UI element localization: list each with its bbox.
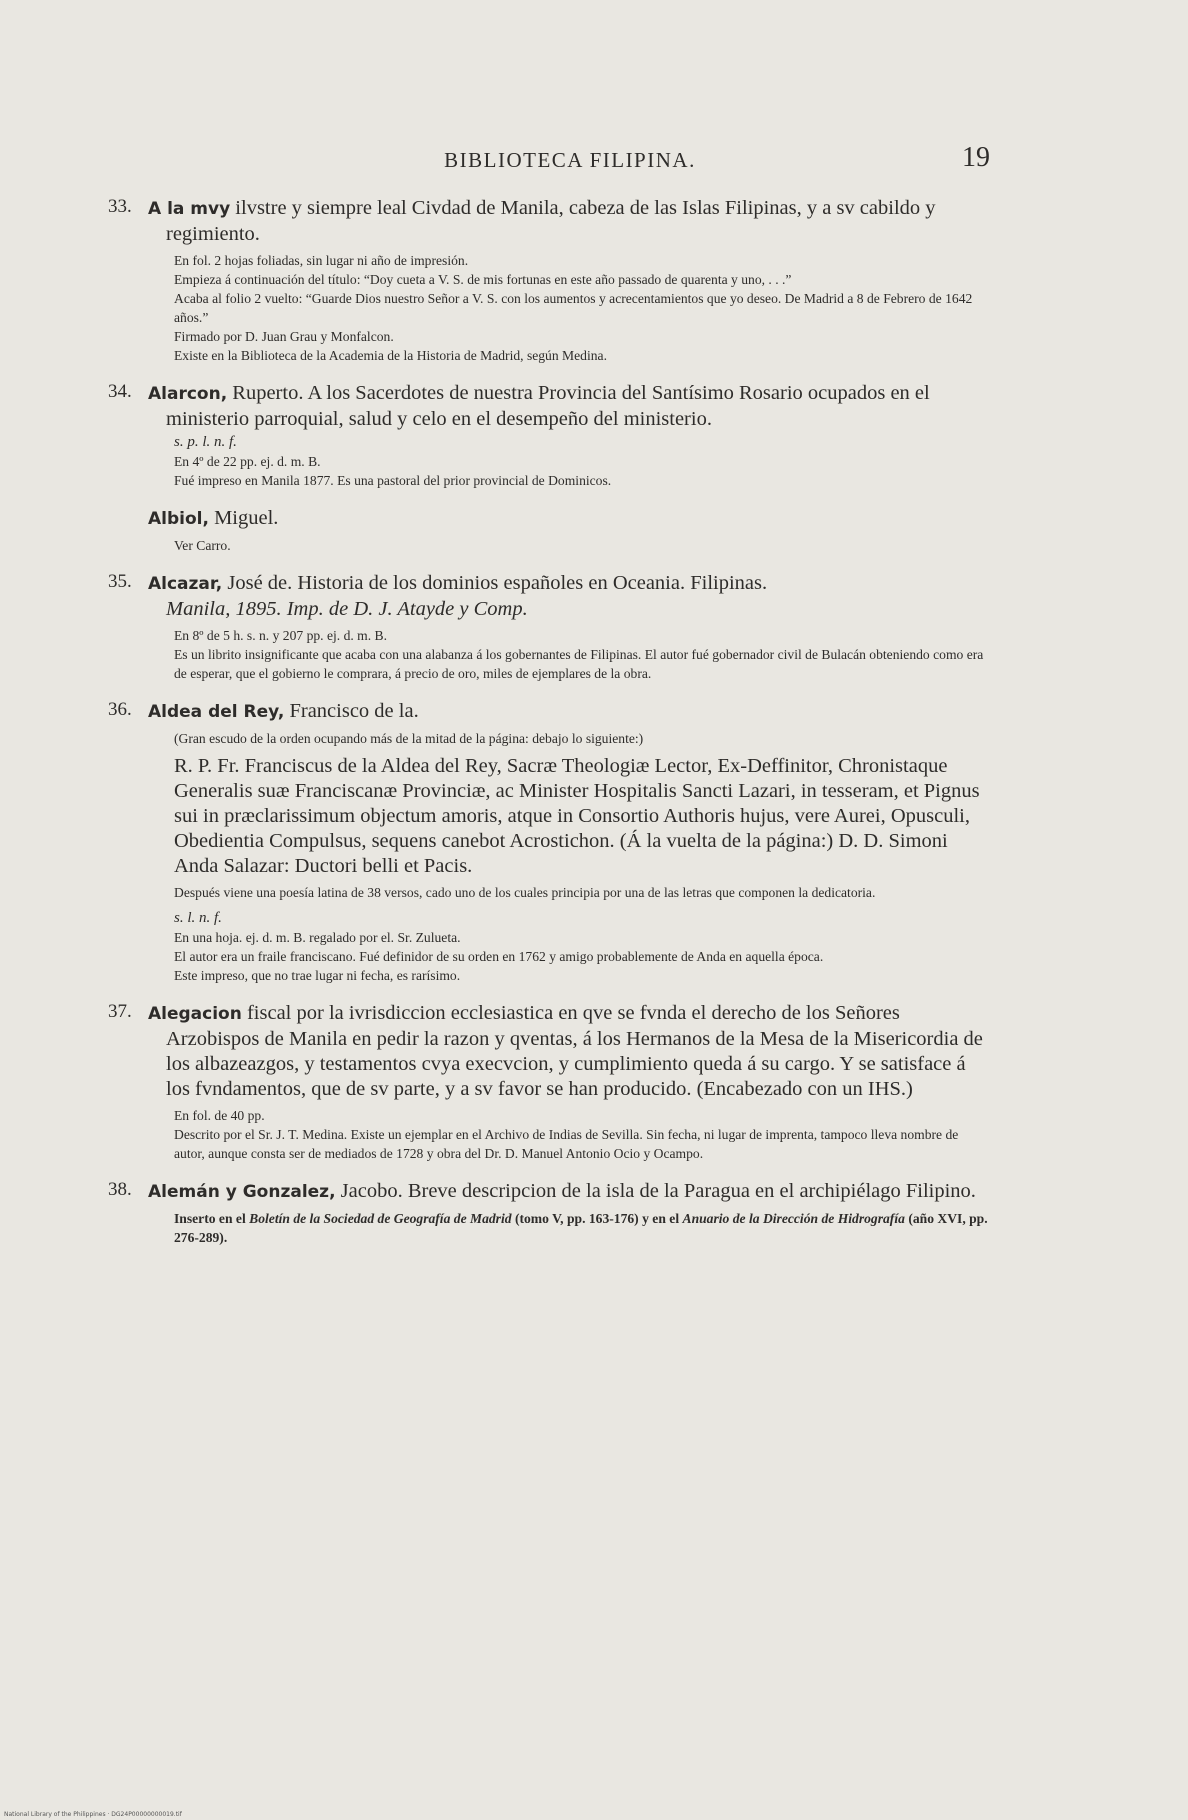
entry-note: Después viene una poesía latina de 38 versos, cado uno de los cuales principia por una de las letras que componen la dedicatoria. [174,885,876,900]
entry-title [148,571,988,622]
entry-title-text: Ruperto. A los Sacerdotes de nuestra Provincia del Santísimo Rosario ocupados en el ministerio parroquial, salud y celo en el desempeño del ministerio. [166,382,930,430]
entry-title-text: Francisco de la. [284,700,419,722]
scan-footer: National Library of the Philippines · DG24P00000000019.tif [4,1811,182,1818]
entry-number: 36. [108,699,132,720]
entry-number: 33. [108,196,132,217]
entry-note: Descrito por el Sr. J. T. Medina. Existe un ejemplar en el Archivo de Indias de Sevilla. Sin fecha, ni lugar de imprenta, tampoco lleva nombre de autor, aunque consta ser de mediados de 1728 y obra del Dr. D. Manuel Antonio Ocio y Ocampo. [174,1127,959,1161]
entry-title-text: José de. Historia de los dominios españoles en Oceania. Filipinas. [222,572,768,594]
entry-heading: Alegacion [148,1004,242,1024]
entry-note: Fué impreso en Manila 1877. Es una pastoral del prior provincial de Dominicos. [174,473,612,488]
entry-title [148,381,988,432]
entry-note: En 4º de 22 pp. ej. d. m. B. [174,454,321,469]
entry-38 [108,1179,988,1247]
entry-note: En fol. de 40 pp. [174,1108,265,1123]
entry-title-text: Jacobo. Breve descripcion de la isla de la Paragua en el archipiélago Filipino. [335,1180,976,1202]
entry-heading: Albiol, [148,509,209,529]
entry-title-text: ilvstre y siempre leal Civdad de Manila, cabeza de las Islas Filipinas, y a sv cabildo y regimiento. [166,197,936,245]
journal-title: Boletín de la Sociedad de Geografía de Madrid [249,1211,512,1226]
page-header [150,142,990,178]
entry-note: Firmado por D. Juan Grau y Monfalcon. [174,329,394,344]
entry-note: En una hoja. ej. d. m. B. regalado por el. Sr. Zulueta. [174,930,461,945]
entry-heading: Aldea del Rey, [148,702,285,722]
note-text: Inserto en el [174,1211,250,1226]
entry-34 [108,381,988,490]
page-body [108,196,988,1263]
entry-heading: Alemán y Gonzalez, [148,1182,336,1202]
entry-heading: Alcazar, [148,574,223,594]
entry-36 [108,699,988,985]
entry-number: 38. [108,1179,132,1200]
note-text: (tomo V, pp. 163-176) y en el [511,1211,683,1226]
entry-note: Es un librito insignificante que acaba con una alabanza á los gobernantes de Filipinas. El autor fué gobernador civil de Bulacán obteniendo como era de esperar, que el gobierno le comprara, á precio de oro, miles de ejemplares de la obra. [174,647,984,681]
entry-imprint: s. p. l. n. f. [174,434,237,450]
entry-imprint: s. l. n. f. [174,910,222,926]
entry-note: (Gran escudo de la orden ocupando más de la mitad de la página: debajo lo siguiente:) [174,731,644,746]
entry-35 [108,571,988,683]
entry-number: 34. [108,381,132,402]
entry-number: 35. [108,571,132,592]
entry-note: En 8º de 5 h. s. n. y 207 pp. ej. d. m. B. [174,628,388,643]
entry-title [148,1001,988,1102]
entry-33 [108,196,988,365]
entry-title [148,699,988,725]
entry-number: 37. [108,1001,132,1022]
entry-title-text: Miguel. [208,507,279,529]
entry-heading: Alarcon, [148,384,228,404]
entry-heading: A la mvy [148,199,231,219]
entry-albiol [108,506,988,555]
entry-imprint: Manila, 1895. Imp. de D. J. Atayde y Comp. [166,598,528,620]
entry-quote: R. P. Fr. Franciscus de la Aldea del Rey, Sacræ Theologiæ Lector, Ex-Deffinitor, Chronistaque Generalis suæ Franciscanæ Provinciæ, ac Minister Hospitalis Sancti Lazari, in tesseram, et Pignus sui in præclarissimum objectum amoris, atque in Consortio Authoris hujus, vere Aurei, Opusculi, Obedientia Compulsus, sequens canebot Acrostichon. (Á la vuelta de la página:) D. D. Simoni Anda Salazar: Ductori belli et Pacis. [174,755,980,877]
page-number: 19 [962,142,990,173]
entry-title [148,506,988,532]
note-text: (año XVI, pp. 276-289). [174,1211,988,1245]
entry-note [148,1209,988,1247]
entry-title-text: fiscal por la ivrisdiccion ecclesiastica en qve se fvnda el derecho de los Señores Arzobispos de Manila en pedir la razon y qventas, á los Hermanos de la Mesa de la Misericordia de los albazeazgos, y testamentos cvya execvcion, y cumplimiento queda á su cargo. Y se satisface á los fvndamentos, que de sv parte, y a sv favor se han producido. (Encabezado con un IHS.) [166,1002,983,1100]
entry-note: El autor era un fraile franciscano. Fué definidor de su orden en 1762 y amigo probablemente de Anda en aquella época. [174,949,824,964]
entry-note: Ver Carro. [174,538,231,553]
entry-title [148,196,988,247]
journal-title: Anuario de la Dirección de Hidrografía [682,1211,905,1226]
entry-title [148,1179,988,1205]
running-title: BIBLIOTECA FILIPINA. [444,148,696,172]
entry-note: Empieza á continuación del título: “Doy cueta a V. S. de mis fortunas en este año passado de quarenta y uno, . . .” [174,272,792,287]
entry-note: En fol. 2 hojas foliadas, sin lugar ni año de impresión. [174,253,469,268]
entry-note: Acaba al folio 2 vuelto: “Guarde Dios nuestro Señor a V. S. con los aumentos y acrecentamientos que yo deseo. De Madrid a 8 de Febrero de 1642 años.” [174,291,973,325]
entry-note: Existe en la Biblioteca de la Academia de la Historia de Madrid, según Medina. [174,348,607,363]
entry-37 [108,1001,988,1163]
entry-note: Este impreso, que no trae lugar ni fecha, es rarísimo. [174,968,461,983]
